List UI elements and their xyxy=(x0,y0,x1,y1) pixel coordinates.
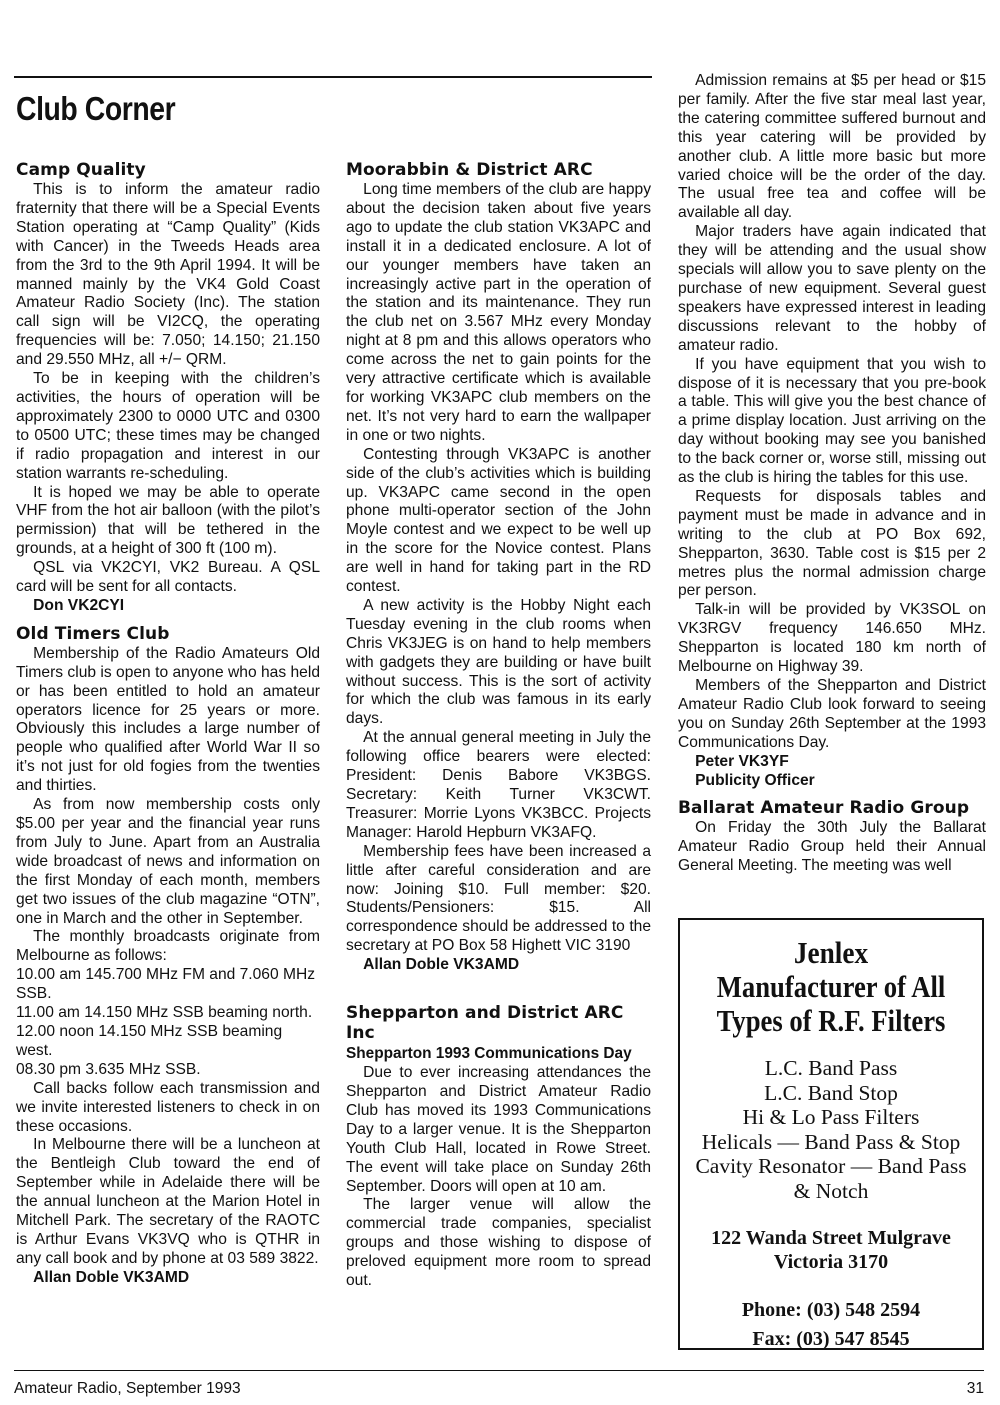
paragraph: Major traders have again indicated that they will be attending and the usual show specials will allow you to save plenty on the purchase of new equipment. Several guest speakers have expressed interest in leading discussions relevant to the hobby of amateur radio. xyxy=(678,223,986,354)
paragraph: If you have equipment that you wish to dispose of it is necessary that you pre-book a table. This will give you the best chance of a prime display location. Just arriving on the day without booking may see you banished to the back corner or, worse still, missing out as the club is hiring the tables for this use. xyxy=(678,355,986,487)
ad-address-line: Victoria 3170 xyxy=(773,1250,889,1273)
schedule-line: 10.00 am 145.700 MHz FM and 7.060 MHz SSB. xyxy=(16,966,316,1003)
author-signature: Peter VK3YF xyxy=(695,752,789,770)
ad-company-name: Jenlex xyxy=(793,935,869,970)
paragraph: Membership of the Radio Amateurs Old Timers club is open to anyone who has held or has been entitled to hold an amateur operators licence for 25 years or more. Obviously this includes a large number of people who qualified after World War II so it’s not just for old fogies from the twenties and thirties. xyxy=(16,644,320,795)
ad-contact xyxy=(680,1296,982,1354)
ad-phone: Phone: (03) 548 2594 xyxy=(741,1298,921,1321)
column-1 xyxy=(16,160,320,1288)
ad-address-line: 122 Wanda Street Mulgrave xyxy=(711,1226,951,1249)
paragraph: In Melbourne there will be a luncheon at the Bentleigh Club toward the end of September while in Adelaide there will be the annual luncheon at the Marion Hotel in Mitchell Park. The secretary of the RAOTC is Arthur Evans VK3VQ who is QTHR in any call book and by phone at 03 589 3822. xyxy=(16,1136,320,1267)
paragraph: It is hoped we may be able to operate VHF from the hot air balloon (with the pilot’s permission) that will be tethered in the grounds, at a height of 300 ft (100 m). xyxy=(16,483,320,558)
article-camp-quality xyxy=(16,160,320,616)
paragraph: Admission remains at $5 per head or $15 per family. After the five star meal last year, the catering committee suffered burnout and this year catering will be provided by another club. A little more basic but more varied choice will be the order of the day. The usual free tea and coffee will be available all day. xyxy=(678,72,986,222)
schedule-line: 12.00 noon 14.150 MHz SSB beaming west. xyxy=(16,1022,283,1059)
footer-rule xyxy=(14,1370,984,1371)
article-heading: Camp Quality xyxy=(16,160,146,180)
ad-product: L.C. Band Pass xyxy=(764,1056,898,1080)
paragraph: As from now membership costs only $5.00 per year and the financial year runs from July to June. Apart from an Australia wide broadcast of news and information on the first Monday of each month, members get two issues of the club magazine “OTN”, one in March and the other in September. xyxy=(16,796,320,927)
paragraph: Members of the Shepparton and District Amateur Radio Club look forward to seeing you on Sunday 26th September at the 1993 Communications Day. xyxy=(678,677,986,751)
paragraph: Contesting through VK3APC is another side of the club’s activities which is building up. VK3APC came second in the open phone multi-operator section of the John Moyle contest and we expect to be well up in the score for the Novice contest. Plans are well in hand for taking part in the RD contest. xyxy=(346,445,651,596)
article-old-timers xyxy=(16,624,320,1288)
schedule-line: 08.30 pm 3.635 MHz SSB. xyxy=(16,1060,201,1078)
column-3 xyxy=(678,72,986,876)
article-subheading: Shepparton 1993 Communications Day xyxy=(346,1045,632,1063)
ad-product: Hi & Lo Pass Filters xyxy=(742,1105,920,1130)
ad-product: L.C. Band Stop xyxy=(764,1080,898,1105)
author-signature: Allan Doble VK3AMD xyxy=(363,956,520,974)
paragraph: Due to ever increasing attendances the Shepparton and District Amateur Radio Club has moved its 1993 Communications Day to a larger venue. It is the Shepparton Youth Club Hall, located in Rowe Street. The event will take place on Sunday 26th September. Doors will open at 10 am. xyxy=(346,1064,651,1195)
paragraph: At the annual general meeting in July the following office bearers were elected: President: Denis Babore VK3BGS. Secretary: Keith Turner VK3CWT. Treasurer: Morrie Lyons VK3BCC. Projects Manager: Harold Hepburn VK3AFQ. xyxy=(346,729,651,841)
ad-product-list xyxy=(680,1056,982,1204)
schedule-line: 11.00 am 14.150 MHz SSB beaming north. xyxy=(16,1004,313,1022)
top-rule xyxy=(14,76,652,78)
paragraph: To be in keeping with the children’s activities, the hours of operation will be approximately 2300 to 0000 UTC and 0300 to 0500 UTC; these times may be changed if radio propagation and interest in our station warrants re-scheduling. xyxy=(16,370,320,482)
author-title: Publicity Officer xyxy=(695,771,815,789)
article-shepparton xyxy=(346,1003,651,1291)
article-moorabbin xyxy=(346,160,651,975)
paragraph: QSL via VK2CYI, VK2 Bureau. A QSL card will be sent for all contacts. xyxy=(16,559,320,596)
article-heading: Ballarat Amateur Radio Group xyxy=(678,798,970,819)
author-signature: Allan Doble VK3AMD xyxy=(33,1268,190,1286)
article-heading: Old Timers Club xyxy=(16,623,170,644)
column-2 xyxy=(346,160,651,1291)
jenlex-advertisement xyxy=(678,918,984,1350)
page-number: 31 xyxy=(966,1380,984,1397)
ad-product: Cavity Resonator — Band Pass xyxy=(695,1154,967,1179)
paragraph: A new activity is the Hobby Night each Tuesday evening in the club rooms when Chris VK3JEG is on hand to help members with gadgets they are building or have built without success. This is the sort of activity for which the club was famous in its early days. xyxy=(346,596,651,728)
ad-headline: Manufacturer of All xyxy=(716,969,946,1004)
ad-product: & Notch xyxy=(793,1178,869,1203)
paragraph: On Friday the 30th July the Ballarat Amateur Radio Group held their Annual General Meeting. The meeting was well xyxy=(678,819,986,875)
footer-publication: Amateur Radio, September 1993 xyxy=(14,1380,241,1397)
article-heading: Shepparton and District ARC Inc xyxy=(346,1003,624,1044)
paragraph: This is to inform the amateur radio fraternity that there will be a Special Events Station operating at “Camp Quality” (Kids with Cancer) in the Tweeds Heads area from the 3rd to the 9th April 1994. It will be manned mainly by the VK4 Gold Coast Amateur Radio Society (Inc). The station call sign will be VI2CQ, the operating frequencies will be: 7.050; 14.150; 21.150 and 29.550 MHz, all +/− QRM. xyxy=(16,181,320,369)
author-signature: Don VK2CYI xyxy=(33,596,125,614)
paragraph: Membership fees have been increased a little after careful consideration and are now: Joining $10. Full member: $20. Students/Pensioners: $15. All correspondence should be addressed to the secretary at PO Box 58 Highett VIC 3190 xyxy=(346,842,651,955)
ad-headline: Types of R.F. Filters xyxy=(716,1003,946,1038)
paragraph: Long time members of the club are happy about the decision taken about five years ago to update the club station VK3APC and install it in a dedicated enclosure. A lot of our younger members have taken an increasingly active part in the operation of the station and its maintenance. They run the club net on 3.567 MHz every Monday night at 8 pm and this allows operators who come across the net to gain points for the very attractive certificate which is available for working VK3APC club members on the net. It’s not very hard to earn the wallpaper in one or two nights. xyxy=(346,181,651,444)
article-shepparton-continued xyxy=(678,72,986,790)
page-title: Club Corner xyxy=(16,90,176,127)
paragraph: The larger venue will allow the commercial trade companies, specialist groups and those wishing to dispose of preloved equipment more room to spread out. xyxy=(346,1196,651,1290)
ad-fax: Fax: (03) 547 8545 xyxy=(752,1327,910,1350)
ad-address xyxy=(680,1226,982,1274)
article-ballarat xyxy=(678,798,986,876)
article-heading: Moorabbin & District ARC xyxy=(346,160,593,180)
ad-product: Helicals — Band Pass & Stop xyxy=(701,1129,961,1154)
paragraph: The monthly broadcasts originate from Melbourne as follows: xyxy=(16,928,320,965)
paragraph: Call backs follow each transmission and we invite interested listeners to check in on these occasions. xyxy=(16,1079,320,1135)
paragraph: Requests for disposals tables and payment must be made in advance and in writing to the club at PO Box 692, Shepparton, 3630. Table cost is $15 per 2 metres plus the normal admission charge per person. xyxy=(678,487,986,600)
paragraph: Talk-in will be provided by VK3SOL on VK3RGV frequency 146.650 MHz. Shepparton is located 180 km north of Melbourne on Highway 39. xyxy=(678,601,986,676)
